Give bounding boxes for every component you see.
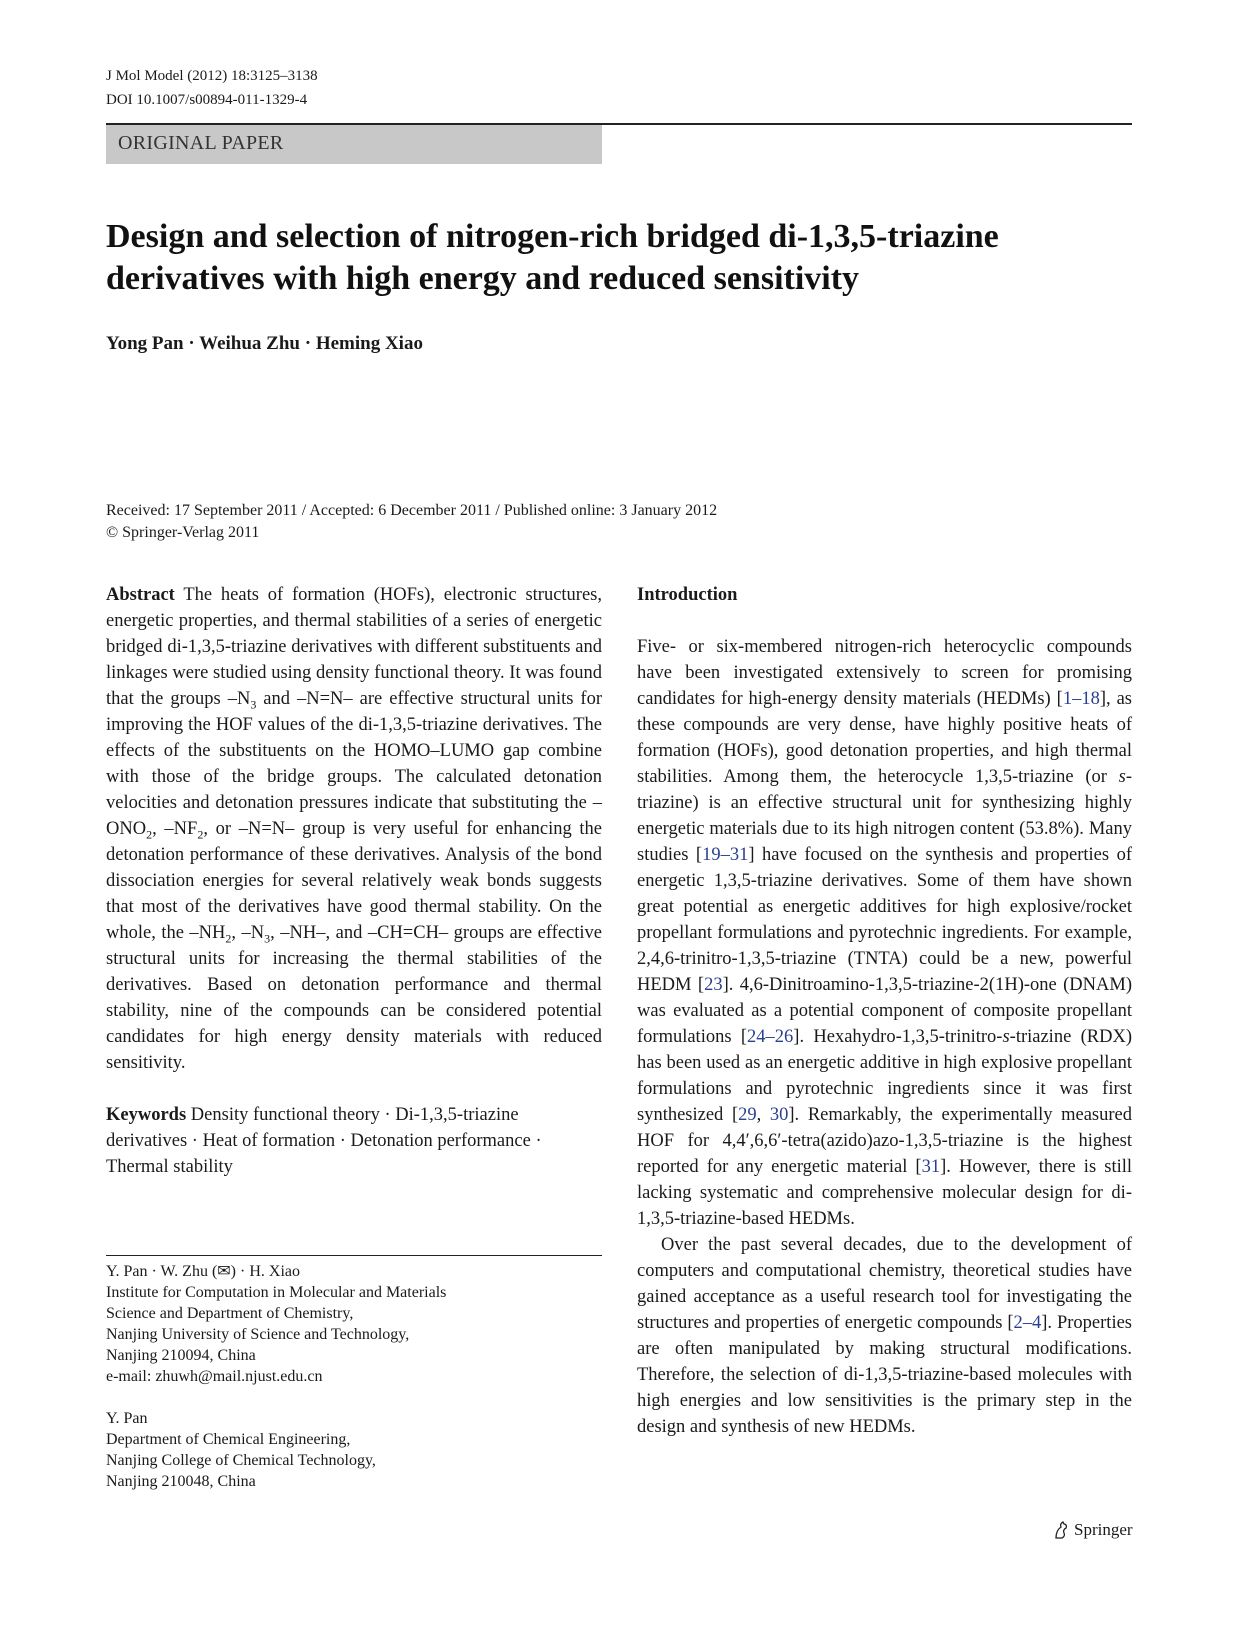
citation-link[interactable]: 24–26 bbox=[747, 1027, 794, 1047]
section-label: ORIGINAL PAPER bbox=[118, 132, 284, 154]
abstract: Abstract The heats of formation (HOFs), electronic structures, energetic properties, and thermal stabilities of a series of energetic bridged di-1,3,5-triazine derivatives with different substituents and linkages were studied using density functional theory. It was found that the groups $-N_3$ and –N=N– are effective structural units for improving the HOF values of the di-1,3,5-triazine derivatives. The effects of the substituents on the HOMO–LUMO gap combine with those of the bridge groups. The calculated detonation velocities and detonation pressures indicate that substituting the $-ONO_2$, $-NF_2$, or –N=N– group is very useful for enhancing the detonation performance of these derivatives. Analysis of the bond dissociation energies for several relatively weak bonds suggests that most of the derivatives have good thermal stability. On the whole, the $-NH_2$, $-N_3$, –NH–, and –CH=CH– groups are effective structural units for increasing the thermal stabilities of the derivatives. Based on detonation performance and thermal stability, nine of the compounds can be considered potential candidates for high energy density materials with reduced sensitivity. bbox=[106, 585, 603, 1073]
citation-link[interactable]: 19–31 bbox=[702, 845, 749, 865]
affiliation-line: Nanjing University of Science and Technology, bbox=[106, 1326, 410, 1343]
introduction-paragraph-1: Five- or six-membered nitrogen-rich heterocyclic compounds have been investigated extensively to screen for promising candidates for high-energy density materials (HEDMs) [1–18], as these compounds are very dense, have highly positive heats of formation (HOFs), good detonation properties, and high thermal stabilities. Among them, the heterocycle 1,3,5-triazine (or s-triazine) is an effective structural unit for synthesizing highly energetic materials due to its high nitrogen content (53.8%). Many studies [19–31] have focused on the synthesis and properties of energetic 1,3,5-triazine derivatives. Some of them have shown great potential as energetic additives for high explosive/rocket propellant formulations and pyrotechnic ingredients. For example, 2,4,6-trinitro-1,3,5-triazine (TNTA) could be a new, powerful HEDM [23]. 4,6-Dinitroamino-1,3,5-triazine-2(1H)-one (DNAM) was evaluated as a potential component of composite propellant formulations [24–26]. Hexahydro-1,3,5-trinitro-s-triazine (RDX) has been used as an energetic additive in high explosive propellant formulations and pyrotechnic ingredients since it was first synthesized [29, 30]. Remarkably, the experimentally measured HOF for 4,4′,6,6′-tetra(azido)azo-1,3,5-triazine is the highest reported for any energetic material [31]. However, there is still lacking systematic and comprehensive molecular design for di-1,3,5-triazine-based HEDMs. bbox=[637, 637, 1133, 1229]
journal-citation bbox=[106, 64, 318, 112]
abstract-heading: Abstract bbox=[106, 585, 175, 605]
author-2: Weihua Zhu bbox=[199, 333, 300, 354]
introduction-paragraph-2: Over the past several decades, due to the development of computers and computational chemistry, theoretical studies have gained acceptance as a useful research tool for investigating the structures and properties of energetic compounds [2–4]. Properties are often manipulated by making structural modifications. Therefore, the selection of di-1,3,5-triazine-based molecules with high energies and low sensitivities is the primary step in the design and synthesis of new HEDMs. bbox=[637, 1235, 1132, 1437]
springer-horse-icon bbox=[1052, 1520, 1070, 1540]
affiliation-email: e-mail: zhuwh@mail.njust.edu.cn bbox=[106, 1368, 323, 1385]
affiliation-line: Nanjing 210094, China bbox=[106, 1347, 256, 1364]
journal-line: J Mol Model (2012) 18:3125–3138 bbox=[106, 68, 318, 84]
publication-dates bbox=[106, 500, 717, 544]
citation-link[interactable]: 23 bbox=[704, 975, 723, 995]
citation-link[interactable]: 1–18 bbox=[1062, 689, 1100, 709]
citation-link[interactable]: 30 bbox=[769, 1105, 789, 1125]
keywords-text: Density functional theory · Di-1,3,5-triazine derivatives · Heat of formation · Detonation performance · Thermal stability bbox=[106, 1105, 542, 1177]
paper-title bbox=[106, 216, 1146, 300]
affiliations bbox=[106, 1261, 606, 1492]
author-separator: · bbox=[304, 333, 312, 354]
title-line-2: derivatives with high energy and reduced sensitivity bbox=[106, 260, 860, 297]
affiliation-line: Department of Chemical Engineering, bbox=[106, 1431, 351, 1448]
right-column bbox=[637, 582, 1132, 1440]
author-list bbox=[106, 333, 423, 355]
author-1: Yong Pan bbox=[106, 333, 184, 354]
dates-line: Received: 17 September 2011 / Accepted: 6 December 2011 / Published online: 3 January 2012 bbox=[106, 502, 718, 519]
citation-link[interactable]: 29 bbox=[738, 1105, 757, 1125]
author-3: Heming Xiao bbox=[315, 333, 423, 354]
affiliation-author: Y. Pan bbox=[106, 1410, 148, 1427]
affiliation-line: Nanjing College of Chemical Technology, bbox=[106, 1452, 376, 1469]
affiliation-rule bbox=[106, 1255, 602, 1256]
doi-line: DOI 10.1007/s00894-011-1329-4 bbox=[106, 92, 308, 108]
publisher-name: Springer bbox=[1074, 1520, 1133, 1539]
keywords-heading: Keywords bbox=[106, 1105, 187, 1125]
copyright-line: © Springer-Verlag 2011 bbox=[106, 524, 260, 541]
citation-link[interactable]: 31 bbox=[921, 1157, 941, 1177]
introduction-heading: Introduction bbox=[637, 585, 738, 605]
author-separator: · bbox=[188, 333, 195, 354]
affiliation-line: Nanjing 210048, China bbox=[106, 1473, 256, 1490]
affiliation-line: Institute for Computation in Molecular and Materials bbox=[106, 1284, 447, 1301]
affiliation-authors: Y. Pan · W. Zhu (✉) · H. Xiao bbox=[106, 1263, 300, 1280]
section-banner bbox=[106, 125, 602, 164]
affiliation-line: Science and Department of Chemistry, bbox=[106, 1305, 354, 1322]
title-line-1: Design and selection of nitrogen-rich bridged di-1,3,5-triazine bbox=[106, 218, 999, 255]
citation-link[interactable]: 2–4 bbox=[1013, 1313, 1042, 1333]
keywords bbox=[106, 1102, 602, 1180]
left-column bbox=[106, 582, 602, 1180]
publisher-logo bbox=[1052, 1520, 1133, 1540]
